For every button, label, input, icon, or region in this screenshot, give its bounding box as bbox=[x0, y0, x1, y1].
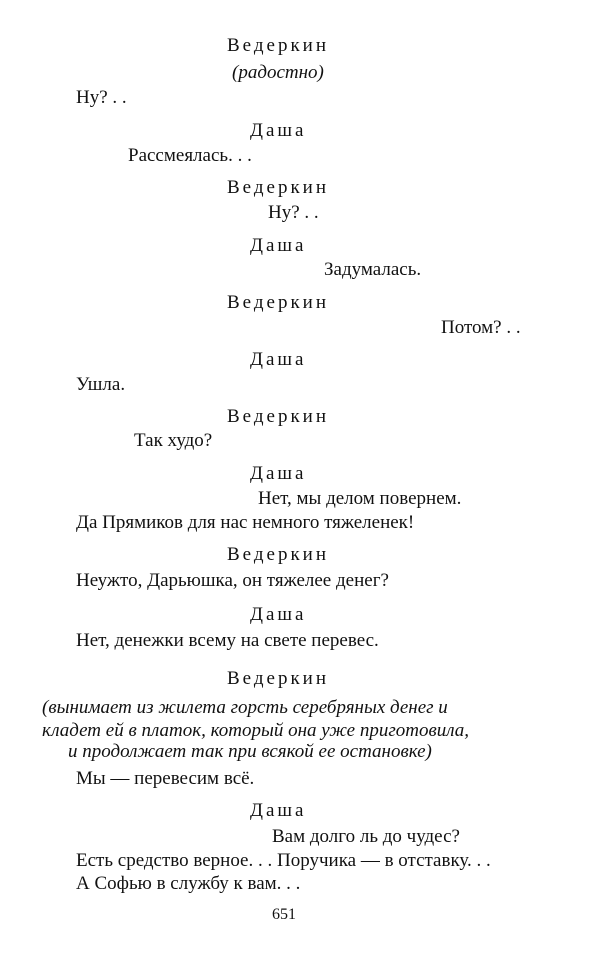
speech-line: Есть средство верное. . . Поручика — в отставку. . . bbox=[76, 850, 491, 871]
speech-line: Вам долго ль до чудес? bbox=[272, 826, 460, 847]
speaker-name: Даша bbox=[250, 120, 307, 141]
speaker-name: Ведеркин bbox=[227, 668, 330, 689]
speech-line: Нет, денежки всему на свете перевес. bbox=[76, 630, 379, 651]
stage-direction: (радостно) bbox=[232, 62, 324, 83]
speech-line: А Софью в службу к вам. . . bbox=[76, 873, 301, 894]
speaker-name: Ведеркин bbox=[227, 35, 330, 56]
speaker-name: Ведеркин bbox=[227, 544, 330, 565]
speech-line: Ну? . . bbox=[268, 202, 319, 223]
stage-direction: и продолжает так при всякой ее остановке) bbox=[68, 741, 432, 762]
speaker-name: Даша bbox=[250, 800, 307, 821]
speech-line: Ну? . . bbox=[76, 87, 127, 108]
speech-line: Мы — перевесим всё. bbox=[76, 768, 255, 789]
speaker-name: Ведеркин bbox=[227, 177, 330, 198]
speech-line: Задумалась. bbox=[324, 259, 422, 280]
speech-line: Нет, мы делом повернем. bbox=[258, 488, 462, 509]
speaker-name: Даша bbox=[250, 235, 307, 256]
speech-line: Да Прямиков для нас немного тяжеленек! bbox=[76, 512, 415, 533]
speech-line: Неужто, Дарьюшка, он тяжелее денег? bbox=[76, 570, 389, 591]
speaker-name: Ведеркин bbox=[227, 292, 330, 313]
speech-line: Ушла. bbox=[76, 374, 126, 395]
speaker-name: Даша bbox=[250, 463, 307, 484]
speaker-name: Даша bbox=[250, 604, 307, 625]
stage-direction: (вынимает из жилета горсть серебряных денег и bbox=[42, 697, 448, 718]
speech-line: Так худо? bbox=[134, 430, 213, 451]
stage-direction: кладет ей в платок, который она уже приготовила, bbox=[42, 720, 469, 741]
speech-line: Рассмеялась. . . bbox=[128, 145, 252, 166]
page-number: 651 bbox=[272, 906, 296, 923]
speaker-name: Ведеркин bbox=[227, 406, 330, 427]
speaker-name: Даша bbox=[250, 349, 307, 370]
speech-line: Потом? . . bbox=[441, 317, 521, 338]
